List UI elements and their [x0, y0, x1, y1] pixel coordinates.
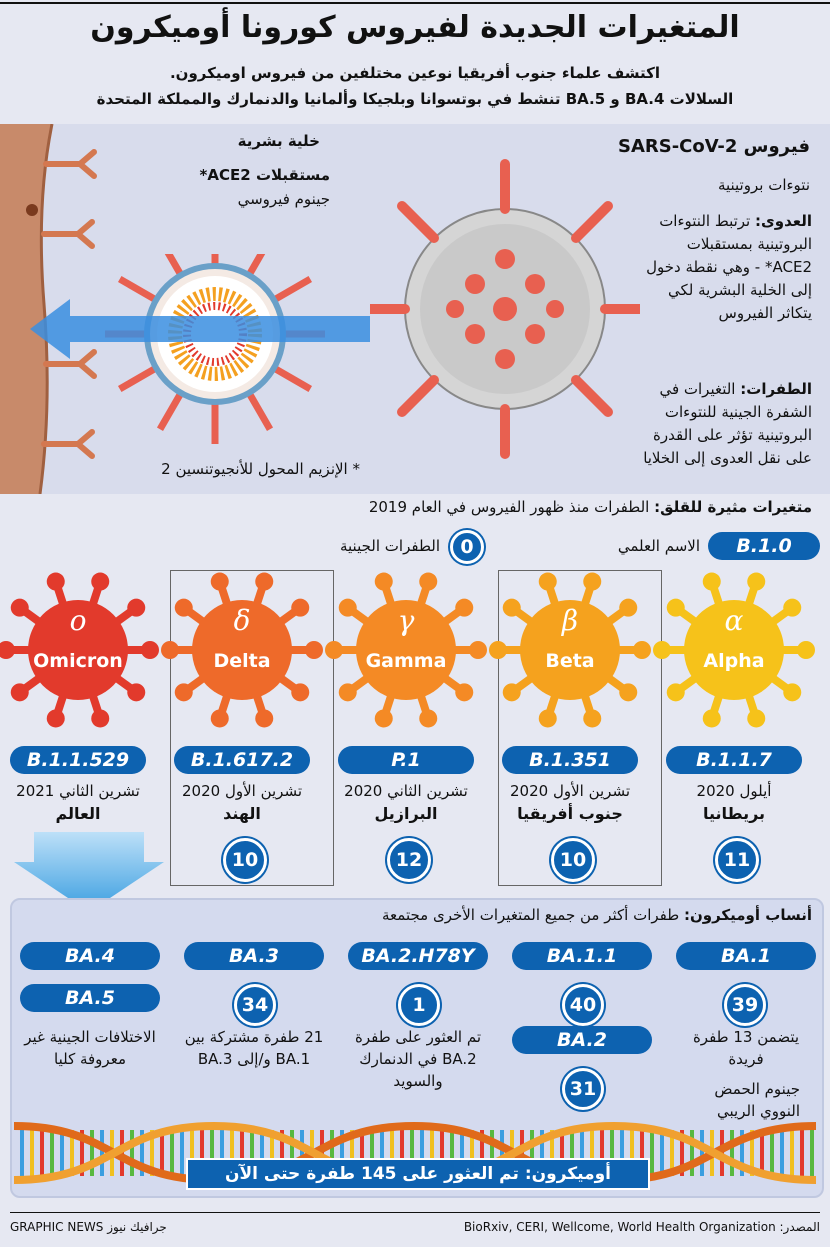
variant-mutation-count: 12: [387, 838, 431, 882]
variant-greek-letter: δ: [233, 604, 251, 637]
concern-title: متغيرات مثيرة للقلق:: [654, 498, 812, 516]
variant-mutation-count: 10: [223, 838, 267, 882]
ba3-text: 21 طفرة مشتركة بين BA.1 و/إلى BA.3: [184, 1028, 324, 1068]
variant-delta: [160, 560, 324, 890]
rna-genome-label: جينوم الحمض النووي الريبي: [714, 1080, 800, 1120]
variant-name: Alpha: [703, 650, 765, 672]
total-mutations-banner: أوميكرون: تم العثور على 145 طفرة حتى الآن: [186, 1158, 650, 1190]
variant-name: Omicron: [33, 650, 123, 672]
variant-code-pill: B.1.351: [502, 746, 638, 774]
concern-desc: الطفرات منذ ظهور الفيروس في العام 2019: [368, 498, 650, 516]
infection-body: ترتبط النتوءات البروتينية بمستقبلات ACE2* - وهي نقطة دخول إلى الخلية البشرية لكي يتكاثر الفيروس: [646, 212, 812, 322]
ba2h78y-count: 1: [398, 984, 440, 1026]
subtitle-line-1: اكتشف علماء جنوب أفريقيا نوعين مختلفين من فيروس اوميكرون.: [169, 64, 660, 82]
ba2-count: 31: [562, 1068, 604, 1110]
infection-title: العدوى:: [755, 212, 812, 230]
ba4-pill: BA.4: [20, 942, 160, 970]
spike-proteins-label: نتوءات بروتينية: [717, 176, 810, 194]
legend-mutation-count: 0: [450, 530, 484, 564]
variant-place: الهند: [223, 804, 261, 823]
variant-beta: [488, 560, 652, 890]
entry-arrow: [30, 294, 390, 364]
variant-code-pill: P.1: [338, 746, 474, 774]
variant-greek-letter: γ: [397, 604, 415, 637]
variant-place: بريطانيا: [702, 804, 766, 823]
ba3-pill: BA.3: [184, 942, 324, 970]
ace2-footnote: * الإنزيم المحول للأنجيوتنسين 2: [161, 460, 360, 478]
ba11-count: 40: [562, 984, 604, 1026]
ba2-pill: BA.2: [512, 1026, 652, 1054]
legend-mutation-label: الطفرات الجينية: [339, 537, 440, 555]
legend-scientific-label: الاسم العلمي: [617, 537, 700, 555]
variant-virus-icon: [160, 560, 324, 730]
ba11-pill: BA.1.1: [512, 942, 652, 970]
variant-place: البرازيل: [374, 804, 438, 823]
lineages-desc: طفرات أكثر من جميع المتغيرات الأخرى مجتمعة: [382, 906, 680, 924]
variant-date: أيلول 2020: [696, 782, 772, 800]
variant-virus-icon: [652, 560, 816, 730]
bottom-rule: [10, 1212, 820, 1213]
variant-place: العالم: [55, 804, 101, 823]
variant-virus-icon: [324, 560, 488, 730]
virus-graphic: [370, 144, 640, 474]
diagram-panel: [0, 124, 830, 494]
graphic-news-credit: GRAPHIC NEWS جرافيك نيوز: [10, 1220, 167, 1234]
variant-date: تشرين الأول 2020: [181, 782, 302, 800]
ba2h78y-text: تم العثور على طفرة BA.2 في الدنمارك والسويد: [354, 1028, 482, 1090]
variant-code-pill: B.1.617.2: [174, 746, 310, 774]
top-rule: [0, 2, 830, 4]
variant-name: Delta: [213, 650, 271, 672]
subtitle-line-2: السلالات BA.4 و BA.5 تنشط في بوتسوانا وبلجيكا وألمانيا والدنمارك والمملكة المتحدة: [96, 90, 734, 108]
variant-date: تشرين الأول 2020: [509, 782, 630, 800]
ba3-count: 34: [234, 984, 276, 1026]
variant-code-pill: B.1.1.529: [10, 746, 146, 774]
variant-virus-icon: [488, 560, 652, 730]
viral-genome-label: جينوم فيروسي: [237, 190, 330, 208]
ba2h78y-pill: BA.2.H78Y: [348, 942, 488, 970]
ba45-text: الاختلافات الجينية غير معروفة كليا: [24, 1028, 156, 1068]
lineages-header: [30, 906, 812, 924]
variant-date: تشرين الثاني 2021: [16, 782, 140, 800]
variant-code-pill: B.1.1.7: [666, 746, 802, 774]
variant-mutation-count: 11: [715, 838, 759, 882]
source-credit: المصدر: BioRxiv, CERI, Wellcome, World Health Organization: [463, 1220, 820, 1234]
variant-name: Gamma: [365, 650, 447, 672]
variant-greek-letter: α: [724, 604, 744, 637]
lineages-title: أنساب أوميكرون:: [683, 906, 812, 924]
variant-greek-letter: ο: [69, 604, 87, 637]
concern-header: [20, 498, 812, 516]
variant-name: Beta: [545, 650, 595, 672]
ba5-pill: BA.5: [20, 984, 160, 1012]
mutations-body: التغيرات في الشفرة الجينية للنتوءات البروتينية تؤثر على القدرة على نقل العدوى إلى الخلايا: [643, 380, 812, 467]
legend-scientific-pill: B.1.0: [708, 532, 820, 560]
human-cell-label: خلية بشرية: [237, 132, 320, 150]
ba1-count: 39: [724, 984, 766, 1026]
variant-virus-icon: [0, 560, 160, 730]
virus-label: فيروس SARS-CoV-2: [617, 136, 810, 157]
variant-alpha: [652, 560, 816, 890]
ace2-receptors-label: مستقبلات ACE2*: [199, 166, 330, 184]
variant-greek-letter: β: [561, 604, 579, 637]
variant-date: تشرين الثاني 2020: [344, 782, 468, 800]
mutations-text: [640, 378, 812, 470]
infection-text: [640, 210, 812, 325]
variant-mutation-count: 10: [551, 838, 595, 882]
mutations-title: الطفرات:: [740, 380, 812, 398]
variant-place: جنوب أفريقيا: [517, 804, 623, 823]
ba1-pill: BA.1: [676, 942, 816, 970]
variant-gamma: [324, 560, 488, 890]
ba1-text: يتضمن 13 طفرة فريدة: [692, 1028, 800, 1068]
page-title: المتغيرات الجديدة لفيروس كورونا أوميكرون: [90, 10, 740, 45]
